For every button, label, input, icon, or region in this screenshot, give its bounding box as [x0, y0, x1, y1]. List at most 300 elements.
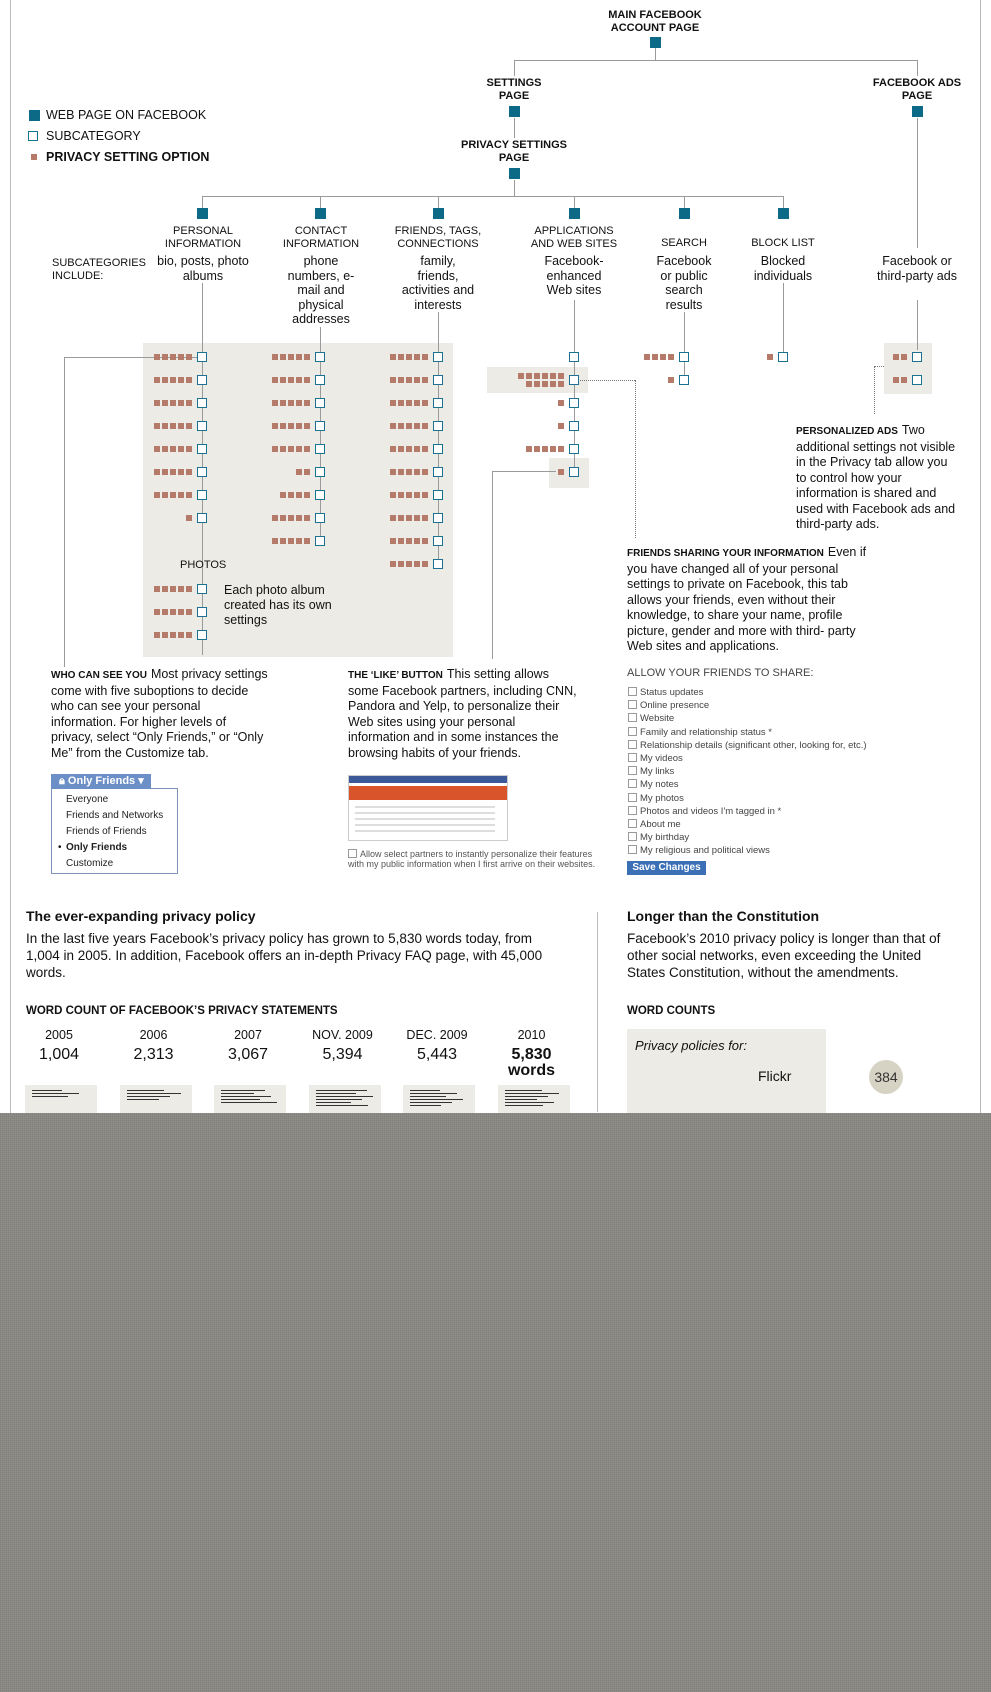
privacy-option [558, 373, 564, 379]
policy-document-thumbnail [25, 1085, 97, 1113]
checkbox[interactable] [628, 779, 637, 788]
privacy-option [534, 373, 540, 379]
share-option[interactable] [628, 740, 867, 751]
category-label: BLOCK LIST [751, 237, 815, 249]
share-option[interactable] [628, 727, 772, 738]
privacy-option [390, 377, 396, 383]
connector [684, 196, 685, 208]
web-page-node [509, 106, 520, 117]
connector [438, 312, 439, 564]
checkbox[interactable] [628, 713, 637, 722]
word-counts-title: WORD COUNTS [627, 1005, 716, 1017]
policy-document-thumbnail [214, 1085, 286, 1113]
connector [917, 300, 918, 350]
privacy-option [304, 538, 310, 544]
checkbox[interactable] [348, 849, 357, 858]
who-can-see-title: WHO CAN SEE YOU [51, 670, 147, 681]
subcategory-node [433, 352, 443, 362]
checkbox[interactable] [628, 819, 637, 828]
share-option-label: Family and relationship status * [640, 726, 773, 738]
privacy-policies-for-label: Privacy policies for: [635, 1038, 747, 1053]
privacy-settings-label: PRIVACY SETTINGS PAGE [461, 139, 567, 164]
privacy-dropdown[interactable] [51, 774, 151, 789]
subcategory-node [197, 467, 207, 477]
privacy-option [414, 423, 420, 429]
privacy-option [414, 377, 420, 383]
subcategory-node [197, 490, 207, 500]
share-option-label: My religious and political views [640, 845, 770, 857]
privacy-option [406, 561, 412, 567]
year-label: NOV. 2009 [312, 1028, 373, 1042]
checkbox[interactable] [628, 700, 637, 709]
category-includes: bio, posts, photo albums [157, 254, 249, 283]
privacy-option [422, 400, 428, 406]
subcategory-node [315, 421, 325, 431]
privacy-option [280, 515, 286, 521]
section-divider [597, 912, 598, 1112]
privacy-option [406, 377, 412, 383]
share-option-label: Status updates [640, 687, 704, 698]
subcategory-node [197, 444, 207, 454]
privacy-option [272, 377, 278, 383]
privacy-option [390, 561, 396, 567]
privacy-option [296, 354, 302, 360]
privacy-option [162, 469, 168, 475]
privacy-option [162, 354, 168, 360]
privacy-option [304, 446, 310, 452]
category-label: FRIENDS, TAGS, CONNECTIONS [394, 225, 482, 250]
privacy-option [668, 377, 674, 383]
dropdown-item-selected[interactable]: Only Friends [66, 842, 128, 853]
connector [684, 312, 685, 381]
subcategory-node [197, 630, 207, 640]
privacy-option [644, 354, 650, 360]
privacy-option [162, 400, 168, 406]
share-option[interactable] [628, 806, 781, 817]
privacy-option [390, 515, 396, 521]
privacy-option [518, 373, 524, 379]
legend-option-icon [31, 154, 37, 160]
privacy-option [398, 377, 404, 383]
share-option[interactable] [628, 713, 674, 724]
privacy-option [288, 354, 294, 360]
privacy-option [422, 377, 428, 383]
privacy-option [154, 469, 160, 475]
like-title: THE ‘LIKE’ BUTTON [348, 670, 443, 681]
dropdown-item[interactable]: Everyone [66, 794, 109, 805]
privacy-option [154, 609, 160, 615]
subcategory-node [569, 467, 579, 477]
privacy-option [414, 400, 420, 406]
share-option-label: Online presence [640, 700, 710, 712]
connector [492, 471, 556, 472]
privacy-option [558, 469, 564, 475]
privacy-option [186, 586, 192, 592]
share-option[interactable] [628, 832, 689, 843]
privacy-option [154, 423, 160, 429]
subcategory-node [197, 398, 207, 408]
category-includes: Facebook or public search results [656, 254, 712, 312]
year-label: 2010 [517, 1028, 546, 1042]
privacy-option [304, 377, 310, 383]
connector [202, 196, 784, 197]
privacy-option [652, 354, 658, 360]
privacy-option [162, 586, 168, 592]
privacy-option [414, 492, 420, 498]
privacy-option [390, 469, 396, 475]
subcategory-node [679, 375, 689, 385]
share-option-label: Website [640, 713, 675, 725]
web-page-node [315, 208, 326, 219]
subcategory-node [197, 584, 207, 594]
chevron-down-icon: ▾ [138, 775, 144, 787]
flickr-label: Flickr [758, 1068, 792, 1084]
privacy-option [542, 446, 548, 452]
dropdown-selected: Only Friends [67, 775, 136, 787]
word-count-value: 5,443 [416, 1046, 458, 1063]
privacy-option [901, 354, 907, 360]
privacy-option [272, 354, 278, 360]
share-option-label: Relationship details (significant other, looking for, etc.) [640, 739, 867, 751]
share-option-label: My birthday [640, 832, 690, 844]
privacy-option [170, 492, 176, 498]
like-text: This setting allows some Facebook partners, including CNN, Pandora and Yelp, to personalize their Web sites using your personal information and in some instances the browsing habits of your friends. [348, 667, 577, 760]
privacy-option [558, 423, 564, 429]
year-label: 2005 [45, 1028, 73, 1042]
privacy-option [178, 446, 184, 452]
privacy-option [390, 423, 396, 429]
checkbox[interactable] [628, 806, 637, 815]
connector [783, 196, 784, 208]
subcategory-node [433, 375, 443, 385]
privacy-option [422, 446, 428, 452]
checkbox[interactable] [628, 740, 637, 749]
web-page-node [650, 37, 661, 48]
privacy-option [296, 515, 302, 521]
web-page-node [509, 168, 520, 179]
privacy-option [406, 515, 412, 521]
save-changes-button[interactable]: Save Changes [627, 861, 706, 875]
policy-document-thumbnail [120, 1085, 192, 1113]
checkbox[interactable] [628, 793, 637, 802]
subcategory-node [433, 421, 443, 431]
privacy-option [178, 377, 184, 383]
photos-note: Each photo album created has its own settings [224, 583, 332, 627]
who-can-see-text: Most privacy settings come with five suboptions to decide who can see your personal information. For higher levels of privacy, select “Only Friends,” or “Only Me” from the Customize tab. [51, 667, 268, 760]
share-option[interactable] [628, 819, 681, 830]
privacy-option [422, 538, 428, 544]
connector [320, 196, 321, 208]
category-label: SEARCH [661, 237, 707, 249]
word-count-value: 5,394 [322, 1046, 363, 1063]
privacy-option [668, 354, 674, 360]
privacy-option [558, 446, 564, 452]
checkbox[interactable] [628, 845, 637, 854]
subcategory-node [433, 444, 443, 454]
privacy-option [162, 446, 168, 452]
privacy-option [526, 373, 532, 379]
privacy-option [422, 515, 428, 521]
privacy-option [288, 400, 294, 406]
settings-page-label: SETTINGS PAGE [486, 77, 542, 102]
privacy-option [288, 515, 294, 521]
share-option[interactable] [628, 766, 674, 777]
privacy-option [186, 446, 192, 452]
privacy-option [186, 423, 192, 429]
privacy-option [288, 377, 294, 383]
category-label: PERSONAL INFORMATION [164, 225, 242, 250]
year-label: 2006 [139, 1028, 168, 1042]
connector [783, 283, 784, 358]
bullet-icon: • [58, 842, 62, 853]
privacy-option [660, 354, 666, 360]
privacy-option [558, 400, 564, 406]
privacy-option [162, 632, 168, 638]
privacy-option [186, 469, 192, 475]
privacy-option [526, 381, 532, 387]
privacy-option [162, 492, 168, 498]
share-option[interactable] [628, 700, 709, 711]
checkbox[interactable] [628, 753, 637, 762]
privacy-option [154, 354, 160, 360]
main-page-label: MAIN FACEBOOK ACCOUNT PAGE [608, 9, 702, 34]
subcategory-node [433, 398, 443, 408]
privacy-option [170, 423, 176, 429]
connector [202, 196, 203, 208]
subcategory-node [679, 352, 689, 362]
ads-includes: Facebook or third-party ads [877, 254, 957, 283]
privacy-option [296, 377, 302, 383]
privacy-option [170, 586, 176, 592]
share-option-label: About me [640, 819, 681, 830]
privacy-option [162, 609, 168, 615]
privacy-option [414, 561, 420, 567]
subcategory-node [315, 536, 325, 546]
subcategory-node [315, 490, 325, 500]
privacy-option [422, 469, 428, 475]
category-includes: Facebook-enhanced Web sites [544, 254, 604, 297]
privacy-option [280, 354, 286, 360]
privacy-option [767, 354, 773, 360]
subcategories-include-label: SUBCATEGORIES INCLUDE: [52, 257, 146, 282]
privacy-option [422, 492, 428, 498]
privacy-option [398, 446, 404, 452]
privacy-option [304, 400, 310, 406]
share-option[interactable] [628, 845, 770, 856]
privacy-option [550, 446, 556, 452]
checkbox[interactable] [628, 766, 637, 775]
privacy-option [186, 400, 192, 406]
privacy-option [178, 354, 184, 360]
privacy-option [296, 446, 302, 452]
privacy-option [154, 492, 160, 498]
personalized-ads-note [796, 423, 956, 533]
friends-text: Even if you have changed all of your personal settings to private on Facebook, this tab allows your friends, even without their knowledge, to share your name, profile picture, gender and more with third- party Web sites and applications. [627, 545, 867, 653]
privacy-option [390, 354, 396, 360]
connector [874, 366, 876, 414]
privacy-option [406, 492, 412, 498]
legend-subcategory: SUBCATEGORY [46, 129, 141, 143]
subcategory-node [433, 513, 443, 523]
privacy-option [398, 400, 404, 406]
screenshot-banner [349, 786, 507, 800]
share-option-label: Photos and videos I'm tagged in * [640, 805, 782, 817]
subcategory-node [315, 444, 325, 454]
privacy-option [398, 469, 404, 475]
connector [492, 471, 493, 659]
privacy-option [390, 400, 396, 406]
connector [438, 196, 439, 208]
web-page-node [778, 208, 789, 219]
subcategory-node [197, 352, 207, 362]
connector [514, 60, 515, 76]
policy-document-thumbnail [403, 1085, 475, 1113]
privacy-option [288, 538, 294, 544]
privacy-option [170, 400, 176, 406]
privacy-option [422, 423, 428, 429]
privacy-option [558, 381, 564, 387]
subcategory-node [433, 490, 443, 500]
privacy-option [398, 515, 404, 521]
subcategory-node [315, 352, 325, 362]
privacy-option [170, 609, 176, 615]
connector [635, 380, 637, 538]
privacy-option [296, 400, 302, 406]
connector [514, 60, 918, 61]
privacy-option [280, 446, 286, 452]
subcategory-node [569, 398, 579, 408]
privacy-option [296, 538, 302, 544]
year-label: DEC. 2009 [406, 1028, 468, 1042]
privacy-option [154, 377, 160, 383]
privacy-option [186, 632, 192, 638]
ads-page-label: FACEBOOK ADS PAGE [872, 77, 962, 102]
privacy-option [534, 446, 540, 452]
screenshot-content [355, 806, 495, 834]
privacy-option [178, 423, 184, 429]
privacy-option [304, 515, 310, 521]
privacy-option [304, 354, 310, 360]
privacy-option [280, 538, 286, 544]
privacy-option [901, 377, 907, 383]
subcategory-node [433, 467, 443, 477]
privacy-option [406, 538, 412, 544]
checkbox[interactable] [628, 832, 637, 841]
subcategory-node [315, 467, 325, 477]
privacy-option [154, 446, 160, 452]
privacy-option [422, 354, 428, 360]
connector [64, 357, 65, 667]
privacy-option [414, 469, 420, 475]
privacy-option [280, 400, 286, 406]
checkbox[interactable] [628, 727, 637, 736]
privacy-option [288, 492, 294, 498]
unrendered-area [0, 1113, 991, 1692]
subcategory-node [315, 513, 325, 523]
ads-panel [884, 343, 932, 394]
connector [917, 60, 918, 76]
subcategory-node [315, 398, 325, 408]
connector [578, 380, 635, 382]
privacy-option [414, 515, 420, 521]
lock-icon: 🔒︎ [59, 775, 68, 787]
privacy-option [154, 586, 160, 592]
subcategory-node [197, 421, 207, 431]
checkbox[interactable] [628, 687, 637, 696]
privacy-option [406, 354, 412, 360]
share-option[interactable] [628, 753, 683, 764]
share-option[interactable] [628, 793, 684, 804]
legend-subcategory-icon [28, 131, 38, 141]
privacy-option [296, 492, 302, 498]
share-option[interactable] [628, 779, 679, 790]
privacy-option [170, 469, 176, 475]
web-page-node [569, 208, 580, 219]
privacy-option [304, 423, 310, 429]
share-option[interactable] [628, 687, 703, 698]
left-border [10, 0, 11, 1113]
privacy-option [288, 446, 294, 452]
privacy-option [154, 632, 160, 638]
privacy-option [170, 632, 176, 638]
dropdown-item[interactable]: Friends of Friends [66, 826, 147, 837]
privacy-option [178, 586, 184, 592]
web-page-node [912, 106, 923, 117]
dropdown-item[interactable]: Friends and Networks [66, 810, 164, 821]
legend-web-page-icon [29, 110, 40, 121]
privacy-option [534, 381, 540, 387]
checkbox-label: Allow select partners to instantly personalize their features with my public information when I first arrive on their websites. [348, 849, 596, 869]
partner-site-screenshot [348, 775, 508, 841]
privacy-option [186, 492, 192, 498]
subcategory-node [569, 352, 579, 362]
web-page-node [197, 208, 208, 219]
privacy-option [893, 354, 899, 360]
privacy-option [186, 609, 192, 615]
web-page-node [433, 208, 444, 219]
share-option-label: My links [640, 766, 675, 778]
privacy-option [406, 446, 412, 452]
privacy-option [304, 469, 310, 475]
screenshot-header [349, 776, 507, 783]
privacy-option [272, 515, 278, 521]
privacy-option [893, 377, 899, 383]
subcategory-node [912, 352, 922, 362]
subcategory-node [315, 375, 325, 385]
privacy-option [406, 469, 412, 475]
partner-checkbox-text [348, 849, 598, 869]
constitution-title: Longer than the Constitution [627, 908, 820, 924]
privacy-option [170, 377, 176, 383]
privacy-option [178, 609, 184, 615]
like-button-note [348, 667, 580, 761]
privacy-option [406, 423, 412, 429]
dropdown-item[interactable]: Customize [66, 858, 114, 869]
subcategory-node [197, 513, 207, 523]
privacy-option [398, 561, 404, 567]
privacy-option [550, 373, 556, 379]
privacy-option [186, 515, 192, 521]
who-can-see-note [51, 667, 269, 761]
subcategory-node [778, 352, 788, 362]
privacy-option [178, 632, 184, 638]
subcategory-node [197, 607, 207, 617]
privacy-option [542, 381, 548, 387]
privacy-option [414, 354, 420, 360]
privacy-option [272, 446, 278, 452]
subcategory-node [569, 375, 579, 385]
privacy-option [414, 538, 420, 544]
